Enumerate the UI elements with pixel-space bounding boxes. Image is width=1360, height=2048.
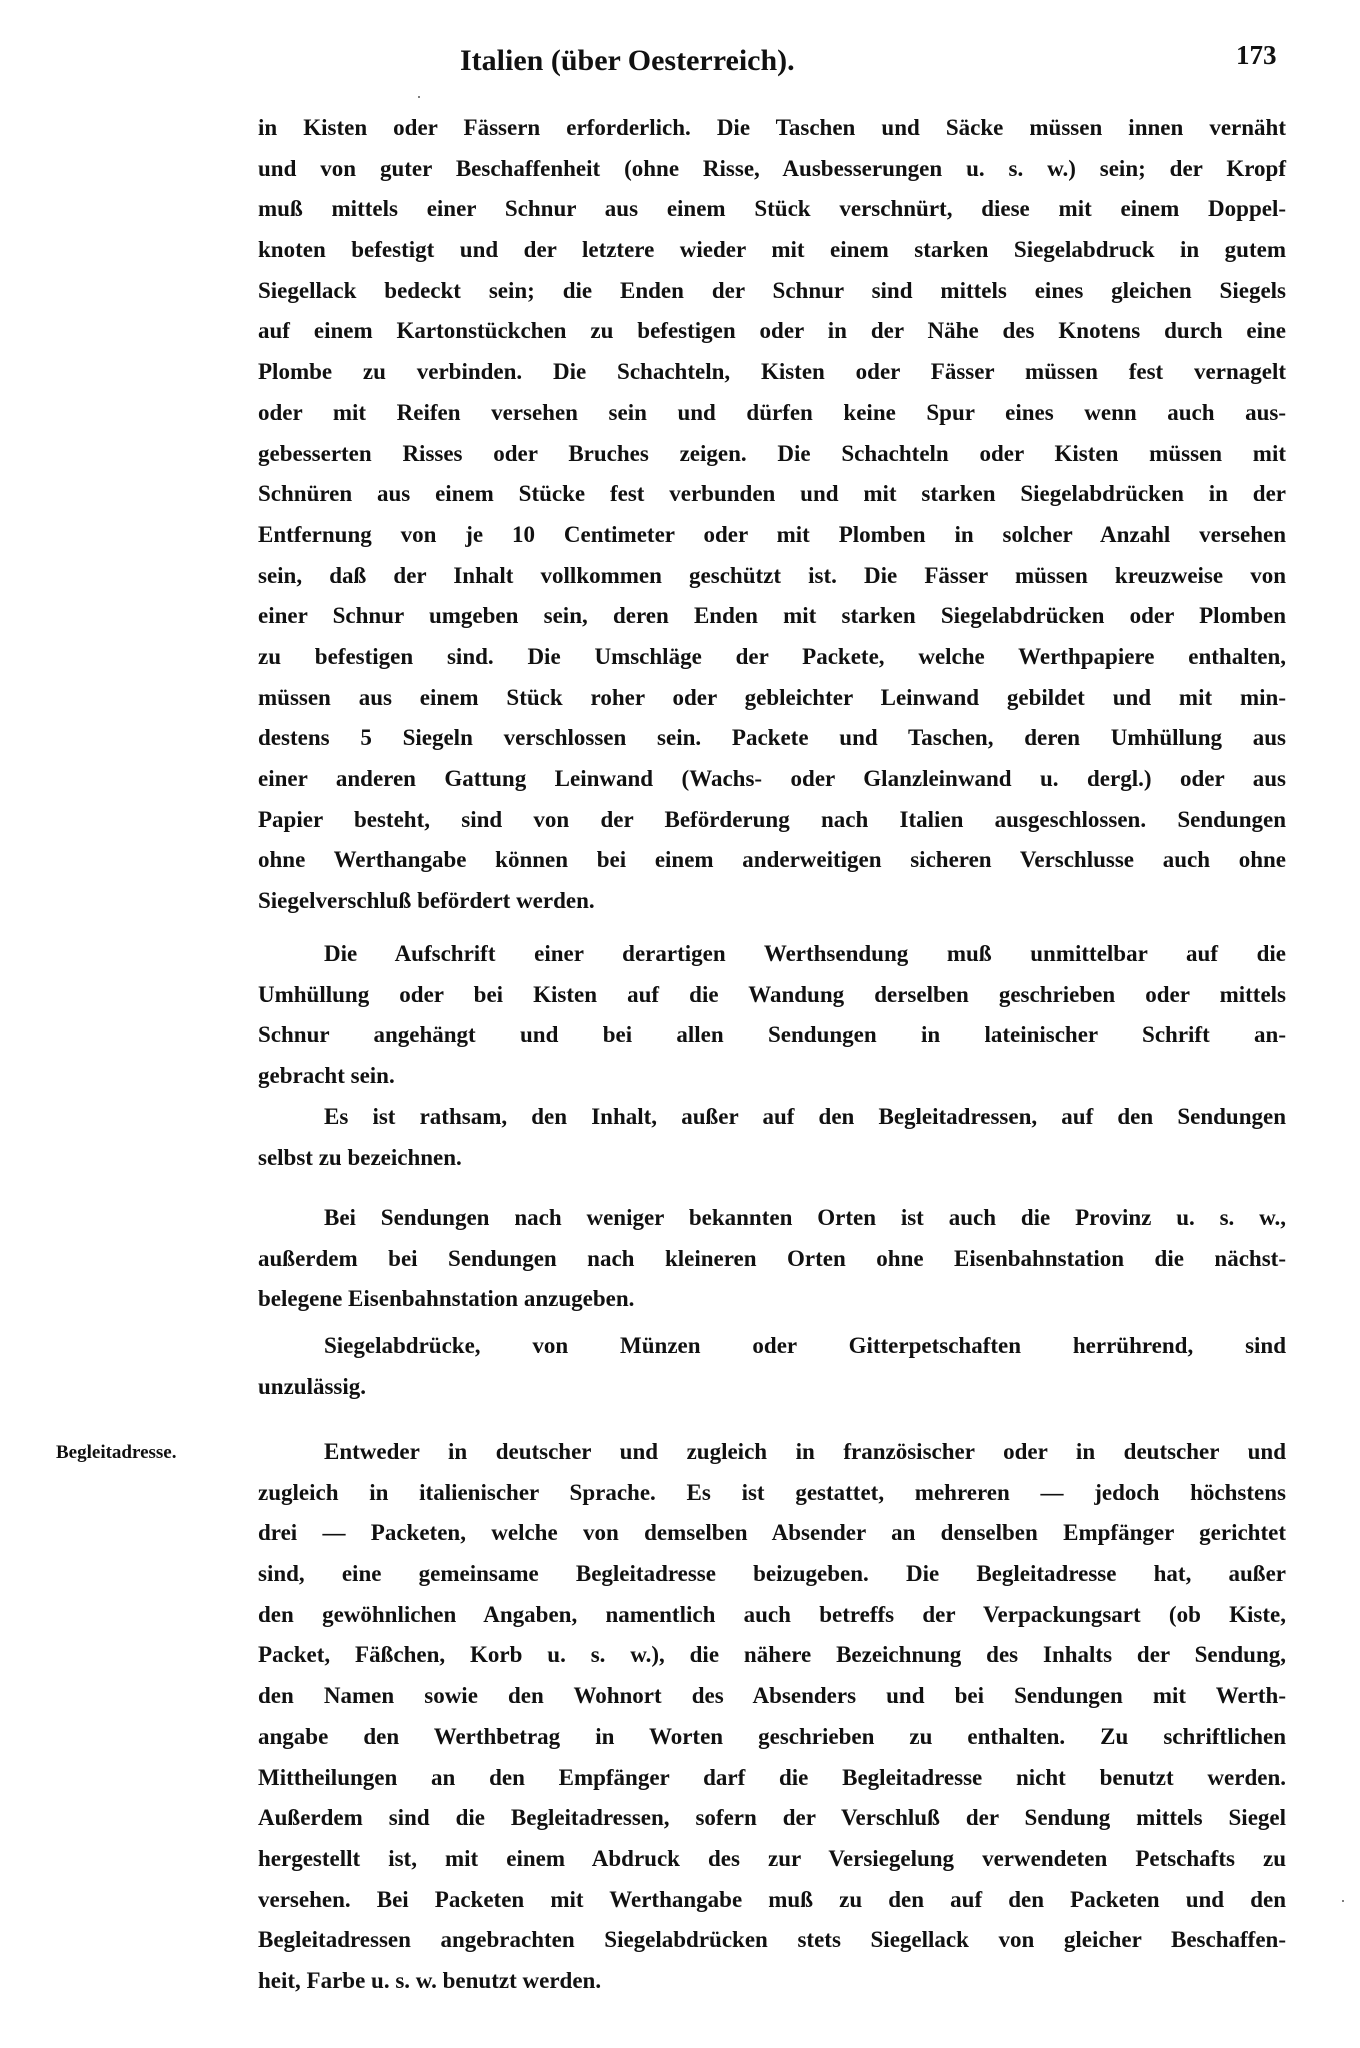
text-line: auf einem Kartonstückchen zu befestigen oder in der Nähe des Knotens durch eine	[258, 318, 1286, 344]
paragraph-begleitadresse	[258, 1432, 1286, 2002]
text-line: sein, daß der Inhalt vollkommen geschützt ist. Die Fässer müssen kreuzweise von	[258, 562, 1286, 588]
text-line: Siegellack bedeckt sein; die Enden der Schnur sind mittels eines gleichen Siegels	[258, 277, 1286, 303]
text-line: in Kisten oder Fässern erforderlich. Die Taschen und Säcke müssen innen vernäht	[258, 115, 1286, 140]
text-line: Plombe zu verbinden. Die Schachteln, Kisten oder Fässer müssen fest vernagelt	[258, 359, 1286, 385]
text-line: drei — Packeten, welche von demselben Absender an denselben Empfänger gerichtet	[258, 1520, 1286, 1546]
text-line: Siegelabdrücke, von Münzen oder Gitterpetschaften herrührend, sind	[324, 1333, 1286, 1358]
text-line: heit, Farbe u. s. w. benutzt werden.	[258, 1967, 602, 1993]
running-title: Italien (über Oesterreich).	[460, 44, 795, 77]
text-line: zu befestigen sind. Die Umschläge der Packete, welche Werthpapiere enthalten,	[258, 643, 1286, 669]
text-line: unzulässig.	[258, 1373, 367, 1399]
text-line: gebesserten Risses oder Bruches zeigen. Die Schachteln oder Kisten müssen mit	[258, 440, 1286, 466]
text-line: belegene Eisenbahnstation anzugeben.	[258, 1286, 635, 1312]
text-line: versehen. Bei Packeten mit Werthangabe muß zu den auf den Packeten und den	[258, 1886, 1286, 1912]
text-line: ohne Werthangabe können bei einem anderweitigen sicheren Verschlusse auch ohne	[258, 847, 1286, 873]
text-line: müssen aus einem Stück roher oder gebleichter Leinwand gebildet und mit min-	[258, 684, 1286, 710]
text-line: destens 5 Siegeln verschlossen sein. Packete und Taschen, deren Umhüllung aus	[258, 725, 1286, 751]
text-line: hergestellt ist, mit einem Abdruck des zur Versiegelung verwendeten Petschafts zu	[258, 1845, 1286, 1871]
paragraph-provinz	[258, 1198, 1286, 1320]
text-line: Außerdem sind die Begleitadressen, sofern der Verschluß der Sendung mittels Siegel	[258, 1805, 1286, 1831]
text-line: Packet, Fäßchen, Korb u. s. w.), die nähere Bezeichnung des Inhalts der Sendung,	[258, 1642, 1286, 1668]
text-line: sind, eine gemeinsame Begleitadresse beizugeben. Die Begleitadresse hat, außer	[258, 1561, 1286, 1587]
paragraph-inhalt	[258, 1097, 1286, 1178]
text-line: einer Schnur umgeben sein, deren Enden mit starken Siegelabdrücken oder Plomben	[258, 603, 1286, 629]
text-line: zugleich in italienischer Sprache. Es ist gestattet, mehreren — jedoch höchstens	[258, 1479, 1286, 1505]
text-line: und von guter Beschaffenheit (ohne Risse, Ausbesserungen u. s. w.) sein; der Kropf	[258, 155, 1286, 181]
text-line: Bei Sendungen nach weniger bekannten Orten ist auch die Provinz u. s. w.,	[324, 1205, 1286, 1230]
print-speck	[1342, 1900, 1344, 1902]
margin-note-begleitadresse: Begleitadresse.	[56, 1442, 177, 1463]
text-line: gebracht sein.	[258, 1063, 395, 1089]
text-line: Schnur angehängt und bei allen Sendungen in lateinischer Schrift an-	[258, 1022, 1286, 1048]
paragraph-siegelabdruecke	[258, 1326, 1286, 1407]
text-line: oder mit Reifen versehen sein und dürfen keine Spur eines wenn auch aus-	[258, 399, 1286, 425]
text-line: muß mittels einer Schnur aus einem Stück verschnürt, diese mit einem Doppel-	[258, 196, 1286, 222]
text-line: einer anderen Gattung Leinwand (Wachs- oder Glanzleinwand u. dergl.) oder aus	[258, 766, 1286, 791]
paragraph-aufschrift	[258, 934, 1286, 1097]
text-line: Entweder in deutscher und zugleich in französischer oder in deutscher und	[324, 1439, 1286, 1464]
text-line: Schnüren aus einem Stücke fest verbunden und mit starken Siegelabdrücken in der	[258, 481, 1286, 507]
paragraph-packing-rules	[258, 108, 1286, 922]
text-line: angabe den Werthbetrag in Worten geschrieben zu enthalten. Zu schriftlichen	[258, 1723, 1286, 1749]
text-line: Mittheilungen an den Empfänger darf die Begleitadresse nicht benutzt werden.	[258, 1764, 1286, 1790]
text-line: Papier besteht, sind von der Beförderung nach Italien ausgeschlossen. Sendungen	[258, 806, 1286, 832]
text-line: Die Aufschrift einer derartigen Werthsendung muß unmittelbar auf die	[324, 941, 1286, 966]
text-line: Begleitadressen angebrachten Siegelabdrücken stets Siegellack von gleicher Beschaffen-	[258, 1927, 1286, 1953]
text-line: Umhüllung oder bei Kisten auf die Wandung derselben geschrieben oder mittels	[258, 981, 1286, 1007]
text-line: knoten befestigt und der letztere wieder mit einem starken Siegelabdruck in gutem	[258, 237, 1286, 263]
text-line: Entfernung von je 10 Centimeter oder mit Plomben in solcher Anzahl versehen	[258, 521, 1286, 547]
text-line: außerdem bei Sendungen nach kleineren Orten ohne Eisenbahnstation die nächst-	[258, 1245, 1286, 1271]
page-number: 173	[1236, 40, 1277, 70]
text-line: Es ist rathsam, den Inhalt, außer auf den Begleitadressen, auf den Sendungen	[324, 1104, 1286, 1129]
text-line: selbst zu bezeichnen.	[258, 1144, 462, 1170]
text-line: den gewöhnlichen Angaben, namentlich auch betreffs der Verpackungsart (ob Kiste,	[258, 1601, 1286, 1627]
print-speck	[418, 96, 420, 98]
text-line: Siegelverschluß befördert werden.	[258, 888, 595, 914]
text-line: den Namen sowie den Wohnort des Absenders und bei Sendungen mit Werth-	[258, 1683, 1286, 1709]
